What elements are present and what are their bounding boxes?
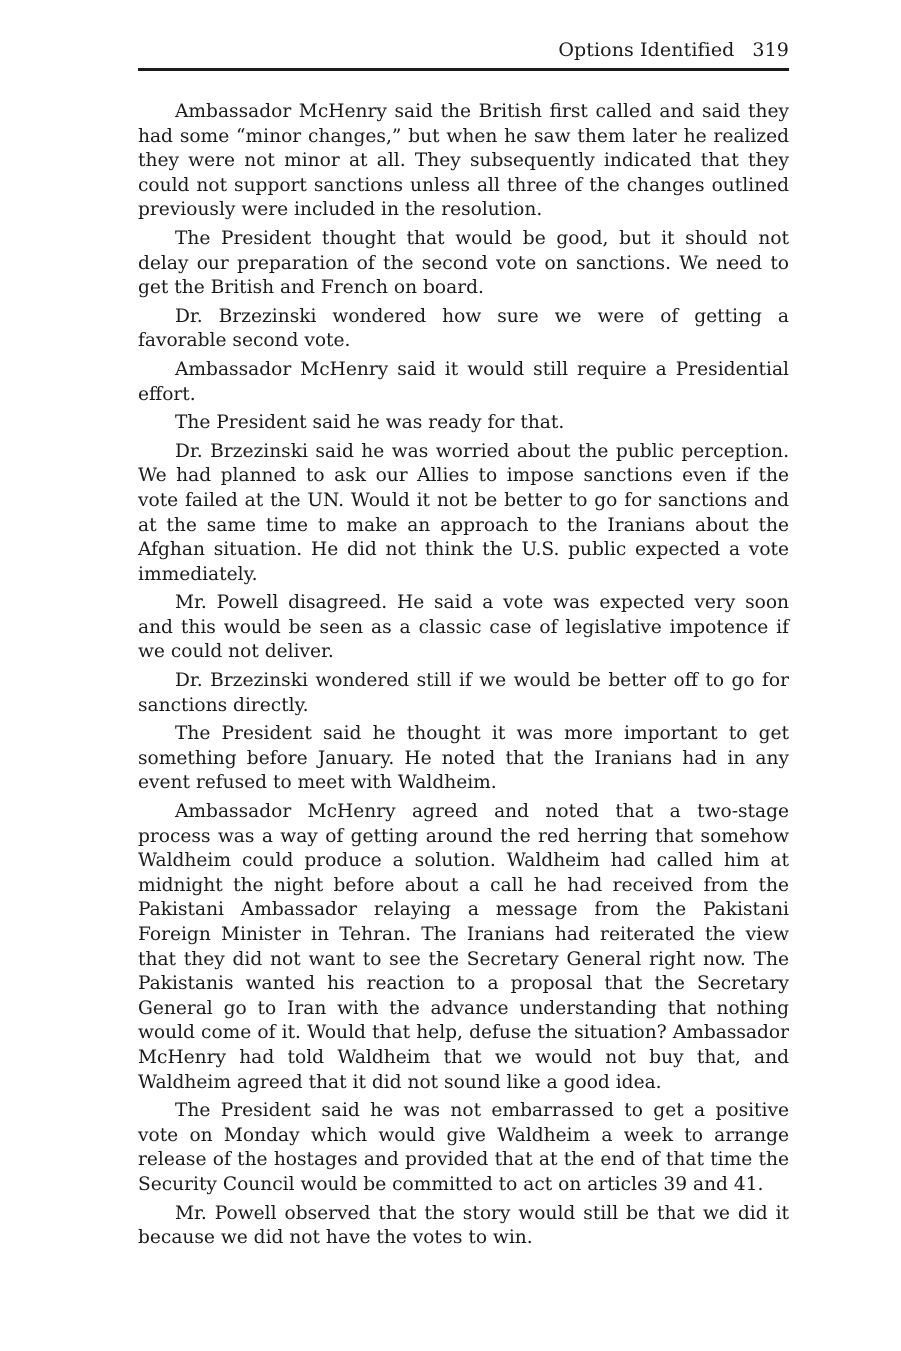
paragraph: Ambassador McHenry agreed and noted that a two-stage process was a way of getting around the red herring that somehow Waldheim could produce a solution. Waldheim had called him at midnight the night before about a call he had received from the Pakistani Ambassador relaying a message from the Pakistani Foreign Minister in Tehran. The Iranians had reiterated the view that they did not want to see the Secretary General right now. The Pakistanis wanted his reaction to a proposal that the Secretary General go to Iran with the advance understanding that nothing would come of it. Would that help, defuse the situation? Ambassador McHenry had told Waldheim that we would not buy that, and Waldheim agreed that it did not sound like a good idea. [138, 801, 789, 1093]
paragraph: Dr. Brzezinski wondered still if we would be better off to go for sanctions directly. [138, 670, 789, 716]
body-text [138, 100, 789, 1255]
paragraph: Mr. Powell observed that the story would still be that we did it because we did not have the votes to win. [138, 1202, 789, 1249]
paragraph: The President said he was ready for that. [175, 412, 565, 434]
paragraph: Ambassador McHenry said the British first called and said they had some “minor changes,” but when he saw them later he realized they were not minor at all. They subsequently indicated that they could not support sanctions unless all three of the changes outlined previously were included in the resolution. [138, 101, 789, 221]
running-head [138, 38, 789, 62]
paragraph: The President thought that would be good, but it should not delay our preparation of the second vote on sanctions. We need to get the British and French on board. [138, 227, 789, 299]
paragraph: Dr. Brzezinski said he was worried about the public perception. We had planned to ask our Allies to impose sanctions even if the vote failed at the UN. Would it not be better to go for sanctions and at the same time to make an approach to the Iranians about the Afghan situation. He did not think the U.S. public expected a vote immediately. [138, 440, 789, 585]
paragraph: The President said he was not embarrassed to get a positive vote on Monday which would give Waldheim a week to arrange release of the hostages and provided that at the end of that time the Security Council would be committed to act on articles 39 and 41. [138, 1100, 789, 1195]
header-rule [138, 68, 789, 71]
paragraph: Ambassador McHenry said it would still require a Presidential effort. [138, 358, 789, 405]
paragraph: Mr. Powell disagreed. He said a vote was expected very soon and this would be seen as a classic case of legislative impotence if we could not deliver. [138, 592, 789, 663]
page-number: 319 [752, 39, 789, 61]
running-head-title: Options Identified [558, 39, 735, 61]
paragraph: Dr. Brzezinski wondered how sure we were of getting a favorable second vote. [138, 305, 789, 352]
paragraph: The President said he thought it was more important to get something before January. He noted that the Iranians had in any event refused to meet with Waldheim. [138, 723, 789, 794]
